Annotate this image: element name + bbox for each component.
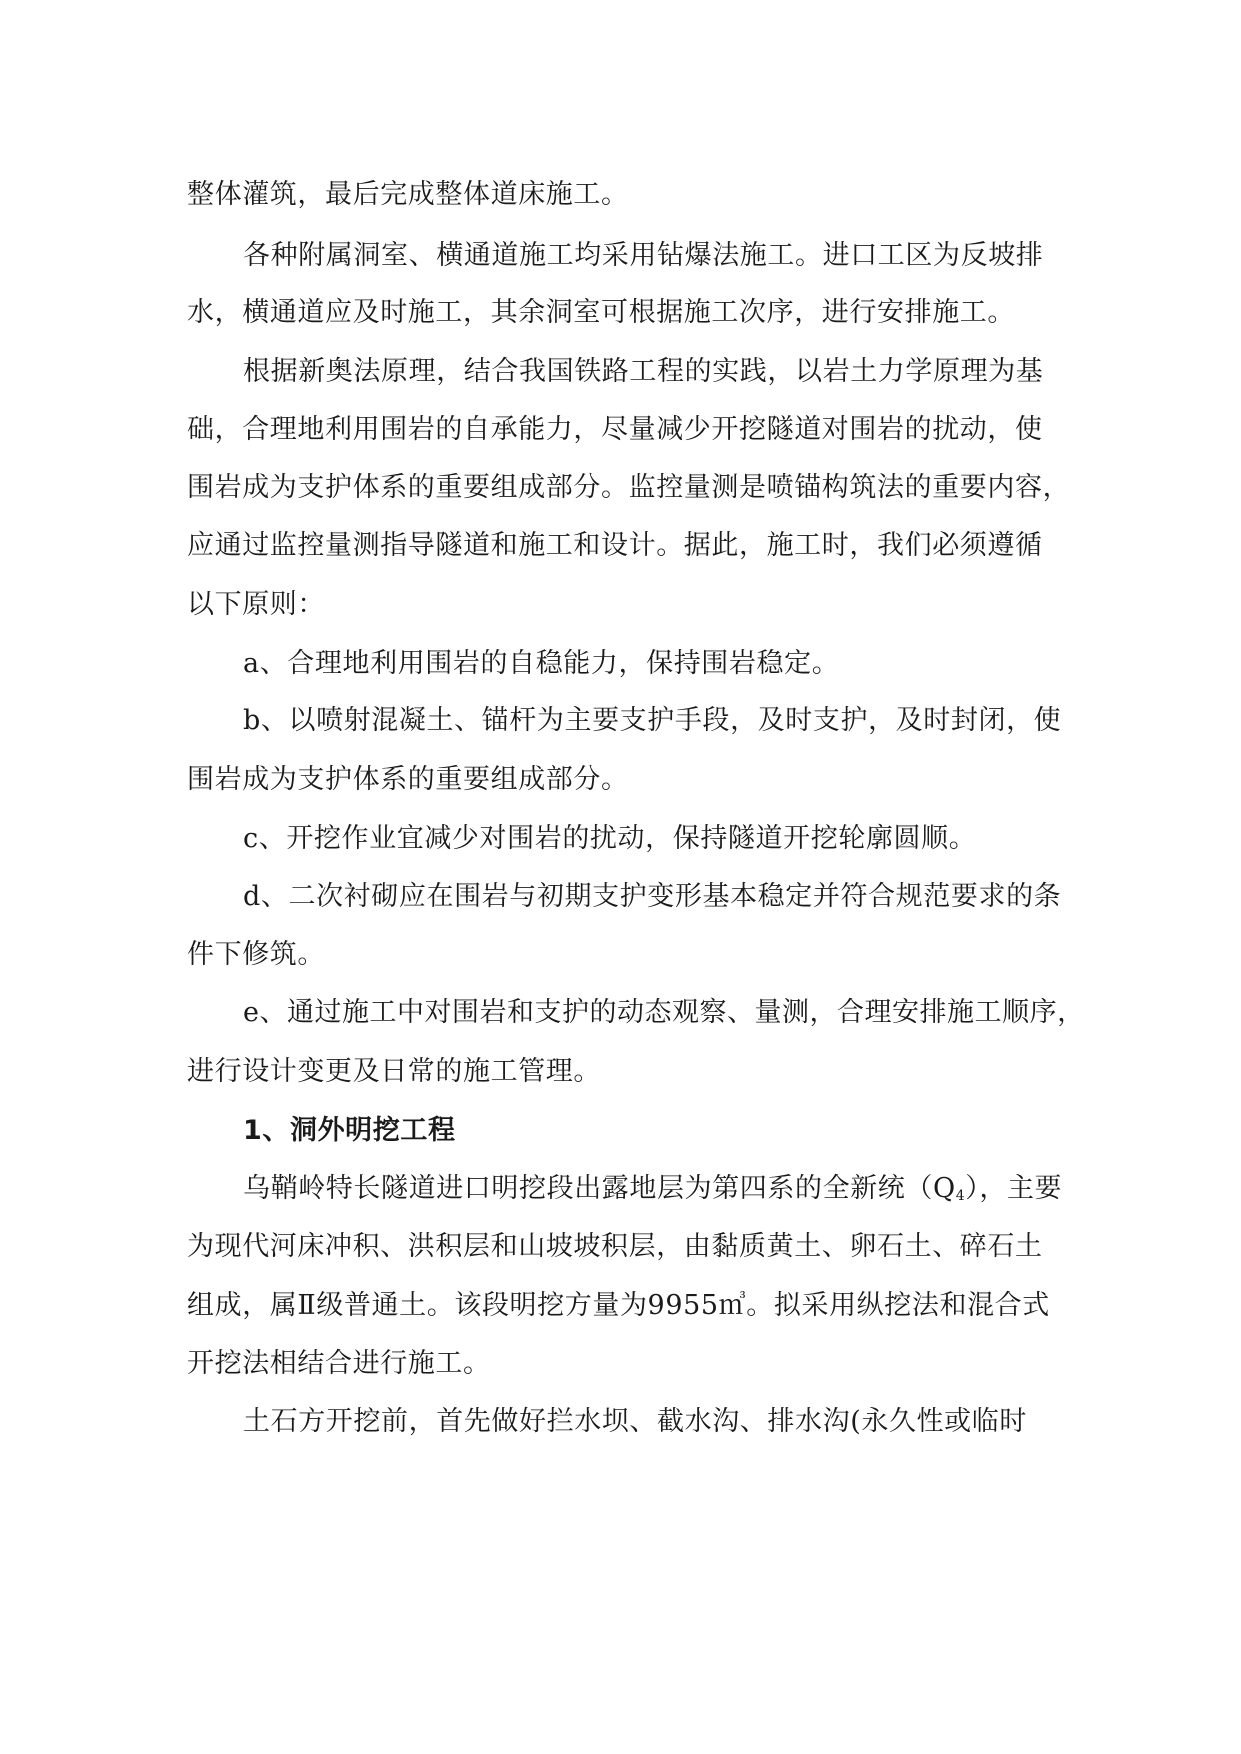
text-line: 围岩成为支护体系的重要组成部分。监控量测是喷锚构筑法的重要内容， xyxy=(187,472,1071,503)
text-line xyxy=(243,1172,1062,1213)
text-line: 组成，属Ⅱ级普通土。该段明挖方量为9955㎥。拟采用纵挖法和混合式 xyxy=(187,1290,1050,1321)
text-segment: ），主要 xyxy=(965,1173,1063,1204)
text-line: 土石方开挖前，首先做好拦水坝、截水沟、排水沟(永久性或临时 xyxy=(243,1406,1027,1437)
text-line: 根据新奥法原理，结合我国铁路工程的实践，以岩土力学原理为基 xyxy=(243,356,1044,387)
text-line: 为现代河床冲积、洪积层和山坡坡积层，由黏质黄土、卵石土、碎石土 xyxy=(187,1231,1043,1262)
list-item: a、合理地利用围岩的自稳能力，保持围岩稳定。 xyxy=(243,648,840,679)
subscript: 4 xyxy=(955,1188,966,1204)
text-line: 各种附属洞室、横通道施工均采用钻爆法施工。进口工区为反坡排 xyxy=(243,240,1044,271)
text-line: 开挖法相结合进行施工。 xyxy=(187,1348,491,1379)
text-line: 以下原则： xyxy=(187,589,325,620)
list-item: b、以喷射混凝土、锚杆为主要支护手段，及时支护，及时封闭，使 xyxy=(243,705,1062,736)
text-line: 围岩成为支护体系的重要组成部分。 xyxy=(187,764,629,795)
list-item: d、二次衬砌应在围岩与初期支护变形基本稳定并符合规范要求的条 xyxy=(243,881,1062,912)
text-segment: 乌鞘岭特长隧道进口明挖段出露地层为第四系的全新统（Q xyxy=(243,1173,956,1204)
text-line: 整体灌筑，最后完成整体道床施工。 xyxy=(187,179,629,210)
text-line: 础，合理地利用围岩的自承能力，尽量减少开挖隧道对围岩的扰动，使 xyxy=(187,414,1043,445)
section-heading: 1、洞外明挖工程 xyxy=(243,1115,456,1146)
text-line: 件下修筑。 xyxy=(187,939,325,970)
text-line: 水，横通道应及时施工，其余洞室可根据施工次序，进行安排施工。 xyxy=(187,297,1015,328)
text-line: 应通过监控量测指导隧道和施工和设计。据此，施工时，我们必须遵循 xyxy=(187,530,1043,561)
list-item: e、通过施工中对围岩和支护的动态观察、量测，合理安排施工顺序， xyxy=(243,997,1085,1028)
list-item: c、开挖作业宜减少对围岩的扰动，保持隧道开挖轮廓圆顺。 xyxy=(243,823,977,854)
text-line: 进行设计变更及日常的施工管理。 xyxy=(187,1056,601,1087)
